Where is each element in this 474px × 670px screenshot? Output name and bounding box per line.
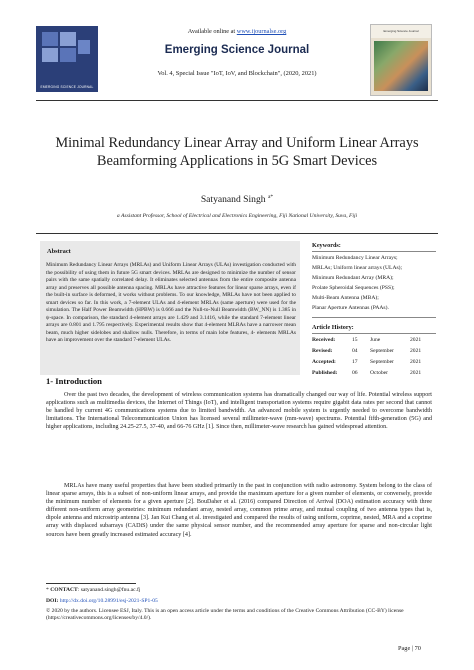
paragraph-text: Over the past two decades, the development of wireless communication systems has dramatically changed our way of life. Potential wireless support applications such as multimedia devices, the Internet of Things (IoT), and intelligent transportation systems require gigabit data rates per second that cannot be handled by current 4G communications systems due to limited bandwidth. An advanced mobile system is urgently needed to overcome bandwidth limitations. The International Telecommunication Union has licensed several millimeter-wave (mm-wave) spectrums. Potential fifth-generation (5G) and higher applications, including 24.25-27.5, 37-40, and 66-76 GHz [1]. Since then, millimeter-wave research has gained widespread attention.: [46, 392, 432, 431]
history-row-accepted: [312, 359, 436, 369]
page-number: Page | 70: [398, 645, 421, 652]
logo-tile: [60, 32, 76, 46]
abstract-text: Minimum Redundancy Linear Arrays (MRLAs) and Uniform Linear Arrays (ULAs) investigation conducted with the possibility of using them in future 5G smart devices. MRLAs are designed to minimize the number of sensor pairs with the same spatially correlated delay. It eliminates selected antennas from the entire composite antenna array and preserves all possible antenna spacing. MRLAs have attractive features for linear sparse arrays, even if the built-in surface is deformed, it works without problems. To our knowledge, MRLAs have not been applied to smart devices so far. In this work, a 7-element ULAs and 4-element MRLAs (same aperture) were used for the simulation. The Half Power Beamwidth (HPBW) is 0.666 and the Null-to-Null Beamwidth (BW_NN) is 1.385 in ψ-space. In comparison, the standard 4-element arrays are 1.429 and 3.1416, while the standard 7-element linear arrays are 0.801 and 1.795 respectively. Experimental results show that 4-element MLRAs have a narrower mean beam, much higher sidelobes and shallow nulls. Therefore, in terms of main lobe features, 4- elements MRLAs have an improvement over the standard 7-element ULAs.: [46, 262, 296, 344]
contact-footnote: [46, 587, 140, 593]
history-year: 2021: [410, 348, 422, 354]
author-mark: a*: [267, 194, 274, 200]
copyright-notice: © 2020 by the authors. Licensee ESJ, Italy. This is an open access article under the terms and conditions of the Creative Commons Attribution (CC-BY) license (https://creativecommons.org/licenses/by/4.0/).: [46, 608, 404, 622]
logo-tile: [60, 48, 76, 62]
cover-title: Emerging Science Journal: [383, 29, 419, 33]
article-history-heading: Article History:: [312, 324, 354, 331]
keyword-item: Minimum Redundant Array (MRA);: [312, 275, 394, 281]
journal-logo: [36, 26, 98, 92]
history-month: June: [370, 337, 381, 343]
history-label: Revised:: [312, 348, 333, 354]
availability-line: [110, 28, 364, 35]
header-divider: [36, 100, 438, 101]
paragraph-text: MRLAs have many useful properties that have been studied primarily in the past in conjunction with radio astronomy. System belong to the class of linear sparse arrays, this is a subset of non-uniform linear arrays, and provide the maximum aperture for a given number of elements, or conversely, provide the minimum number of elements for a given aperture [2]. BouDaher et al. (2016) compared Direction of Arrival (DOA) estimation accuracy with three different non-uniform array geometries: minimum redundant array, nested array, common prime array, and mutual coupling of two antenna types that is, dipole antenna and microstrip antenna [3]. Jan Kui Chang et al. investigated and compared the results of using uniform, coprime, nested, MRA and a coprime array with displaced subarrays (CADiS) under the same physical sensor number, and the recommended array aperture for sparse and non-circular light sources have been greatly increased estimated accuracy [4].: [46, 483, 432, 538]
doi-link[interactable]: http://dx.doi.org/10.28991/esj-2021-SP1-05: [59, 598, 158, 604]
history-row-received: [312, 337, 436, 347]
keyword-item: Prolate Spheroidal Sequences (PSS);: [312, 285, 395, 291]
history-row-published: [312, 370, 436, 380]
contact-label: CONTACT: [50, 587, 78, 593]
section-heading-introduction: 1- Introduction: [46, 376, 102, 386]
author-affiliation: a Assistant Professor, School of Electrical and Electronics Engineering, Fiji National University, Suva, Fiji: [116, 213, 358, 219]
history-label: Accepted:: [312, 359, 336, 365]
doi-line: [46, 598, 158, 604]
history-year: 2021: [410, 370, 422, 376]
intro-paragraph-1: [46, 391, 432, 431]
history-day: 17: [352, 359, 358, 365]
history-day: 04: [352, 348, 358, 354]
history-rule: [312, 333, 436, 334]
history-day: 06: [352, 370, 358, 376]
history-month: September: [370, 359, 394, 365]
history-label: Received:: [312, 337, 336, 343]
journal-name: Emerging Science Journal: [164, 44, 310, 56]
keyword-item: Multi-Beam Antenna (MBA);: [312, 295, 379, 301]
doi-label: DOI:: [46, 598, 59, 604]
logo-tile: [78, 40, 90, 54]
author-name: Satyanand Singh: [200, 194, 266, 206]
journal-cover-image: [370, 24, 432, 96]
issue-info: Vol. 4, Special Issue "IoT, IoV, and Blockchain", (2020, 2021): [157, 70, 317, 77]
logo-caption: EMERGING SCIENCE JOURNAL: [40, 85, 94, 89]
abstract-heading: Abstract: [47, 248, 71, 255]
history-month: October: [370, 370, 389, 376]
history-day: 15: [352, 337, 358, 343]
logo-tile: [42, 48, 58, 62]
keyword-item: Minimum Redundancy Linear Arrays;: [312, 255, 398, 261]
keywords-heading: Keywords:: [312, 242, 341, 249]
author-line: [40, 194, 434, 205]
history-label: Published:: [312, 370, 338, 376]
logo-tile: [42, 32, 58, 46]
history-year: 2021: [410, 359, 422, 365]
history-month: September: [370, 348, 394, 354]
article-title: Minimal Redundancy Linear Array and Uniform Linear Arrays Beamforming Applications in 5G Smart Devices: [55, 135, 419, 169]
journal-website-link[interactable]: www.ijournalse.org: [236, 28, 287, 35]
footnote-rule: [46, 583, 136, 584]
intro-paragraph-2: [46, 482, 432, 539]
contact-marker: *: [46, 587, 51, 593]
history-year: 2021: [410, 337, 422, 343]
keywords-rule: [312, 251, 436, 252]
cover-artwork: [374, 41, 428, 91]
keywords-rule: [312, 317, 436, 318]
availability-prefix: Available online at: [187, 28, 236, 35]
keyword-item: MRLAs; Uniform linear arrays (ULAs);: [312, 265, 403, 271]
history-row-revised: [312, 348, 436, 358]
contact-email: : satyanand.singh@fnu.ac.fj: [77, 587, 141, 593]
title-divider: [36, 233, 438, 234]
keyword-item: Planar Aperture Antennas (PAAs).: [312, 305, 389, 311]
